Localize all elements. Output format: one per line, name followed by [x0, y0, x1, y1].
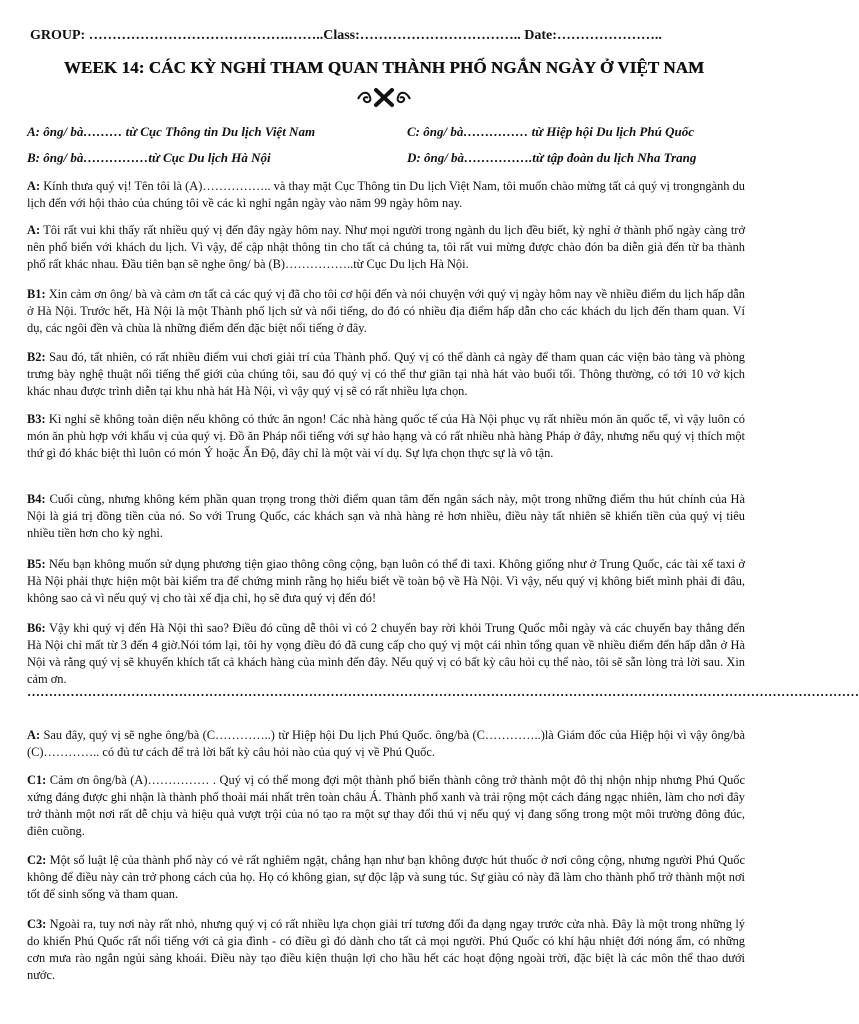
role-a: A: ông/ bà……… từ Cục Thông tin Du lịch Việt Nam: [27, 124, 316, 139]
paragraph-text: Kì nghỉ sẽ không toàn diện nếu không có thức ăn ngon! Các nhà hàng quốc tế của Hà Nội phục vụ rất nhiều món ăn quốc tế, vì vậy luôn có món ăn phù hợp với khẩu vị của quý vị. Đồ ăn Pháp nổi tiếng với sự hảo hạng và có rất nhiều nhà hàng Pháp ở đây, nhưng nếu quý vị thích một thứ gì đó khác biệt thì luôn có món Ý hoặc Ấn Độ, đây chỉ là một vài ví dụ. Sự lựa chọn thực sự là vô tận.: [27, 412, 745, 460]
role-c: C: ông/ bà…………… từ Hiệp hội Du lịch Phú Quốc: [407, 124, 694, 139]
paragraph-text: Xin cảm ơn ông/ bà và cảm ơn tất cả các quý vị đã cho tôi cơ hội đến và nói chuyện với quý vị ngày hôm nay về nhiều điểm du lịch hấp dẫn ở Hà Nội. Trước hết, Hà Nội là một Thành phố lịch sử và nổi tiếng, do đó có nhiều địa điểm hấp dẫn cho các khách du lịch đến tham quan. Ví dụ, các ngôi đền và chùa là những điểm đến đặc biệt nổi tiếng ở đây.: [27, 287, 745, 335]
paragraph-a-intro: [27, 178, 745, 212]
paragraph-text: Nếu bạn không muốn sử dụng phương tiện giao thông công cộng, bạn luôn có thể đi taxi. Không giống như ở Trung Quốc, các tài xế taxi ở Hà Nội phải thực hiện một bài kiểm tra để chứng minh rằng họ hiểu biết về toàn bộ về Hà Nội. Vì vậy, nếu quý vị không biết mình phải đi đâu, không sao cả vì nếu quý vị cho tài xế địa chỉ, họ sẽ đưa quý vị đến đó!: [27, 557, 745, 605]
paragraph-c1: [27, 772, 745, 840]
speaker-label: A:: [27, 223, 41, 237]
header-fill-in-line: GROUP: …………………………………….……..Class:…………………………….. Date:…………………..: [30, 28, 662, 43]
paragraph-text: Kính thưa quý vị! Tên tôi là (A)…………….. và thay mặt Cục Thông tin Du lịch Việt Nam, tôi muốn chào mừng tất cả quý vị trongngành du lịch đến với hội thảo của chúng tôi về các kì nghỉ ngắn ngày vào năm 99 ngày hôm nay.: [27, 179, 745, 210]
paragraph-text: Cảm ơn ông/bà (A)…………… . Quý vị có thể mong đợi một thành phố biển thành công trở thành một đô thị nhộn nhịp nhưng Phú Quốc xứng đáng được ghi nhận là thành phố thoải mái nhất trên toàn châu Á. Thành phố xanh và trải rộng một cách đáng ngạc nhiên, làm cho nơi đây trở thành một nơi rất dễ chịu và hiệu quả vượt trội của nó tạo ra một sự thay đổi thú vị nếu quý vị đang sống trong một môi trường đông đúc, điên cuồng.: [27, 773, 745, 838]
speaker-label: A:: [27, 179, 41, 193]
paragraph-text: Cuối cùng, nhưng không kém phần quan trọng trong thời điểm quan tâm đến ngân sách này, một trong những điểm thu hút chính của Hà Nội là giá trị đồng tiền của nó. So với Trung Quốc, các khách sạn và nhà hàng rẻ hơn nhiều, điều này tất nhiên sẽ khiến tiền của quý vị tiêu nhiều tiền hơn cho kỳ nghỉ.: [27, 492, 745, 540]
speaker-label: A:: [27, 728, 41, 742]
paragraph-a-transition: [27, 727, 745, 761]
paragraph-c3: [27, 916, 745, 984]
speaker-label: B3:: [27, 412, 46, 426]
paragraph-b6: [27, 620, 745, 688]
paragraph-text: Sau đây, quý vị sẽ nghe ông/bà (C…………..) từ Hiệp hội Du lịch Phú Quốc. ông/bà (C…………..)là Giám đốc của Hiệp hội vì vậy ông/bà (C)………….. có đủ tư cách để trả lời bất kỳ câu hỏi nào của quý vị về Phú Quốc.: [27, 728, 745, 759]
paragraph-b2: [27, 349, 745, 400]
speaker-label: B5:: [27, 557, 46, 571]
paragraph-b3: [27, 411, 745, 462]
paragraph-b4: [27, 491, 745, 542]
paragraph-a-welcome: [27, 222, 745, 273]
paragraph-b1: [27, 286, 745, 337]
paragraph-text: Sau đó, tất nhiên, có rất nhiều điểm vui chơi giải trí của Thành phố. Quý vị có thể dành cả ngày để tham quan các viện bảo tàng và phòng trưng bày nghệ thuật nổi tiếng thế giới của chúng tôi, sau đó quý vị có thể thư giãn tại nhà hát vào buổi tối. Thông thường, có tới 10 vở kịch khác nhau được trình diễn tại khu nhà hát Hà Nội, vì vậy quý vị sẽ có rất nhiều lựa chọn.: [27, 350, 745, 398]
paragraph-text: Một số luật lệ của thành phố này có vẻ rất nghiêm ngặt, chẳng hạn như bạn không được hút thuốc ở nơi công cộng, nhưng người Phú Quốc không để điều này cản trở phong cách của họ. Họ có không gian, sự độc lập và sung túc. Sự giàu có này đã làm cho thành phố trở thành một nơi tốt để sinh sống và tham quan.: [27, 853, 745, 901]
section-divider: …………………………………………………………………………………………………………………………………………………………………………: [27, 684, 859, 699]
speaker-label: C2:: [27, 853, 47, 867]
page-title: WEEK 14: CÁC KỲ NGHỈ THAM QUAN THÀNH PHỐ NGẮN NGÀY Ở VIỆT NAM: [63, 58, 705, 77]
paragraph-c2: [27, 852, 745, 903]
speaker-label: B2:: [27, 350, 46, 364]
speaker-label: B4:: [27, 492, 46, 506]
paragraph-b5: [27, 556, 745, 607]
speaker-label: C1:: [27, 773, 47, 787]
role-b: B: ông/ bà……………từ Cục Du lịch Hà Nội: [27, 150, 271, 165]
speaker-label: C3:: [27, 917, 47, 931]
speaker-label: B1:: [27, 287, 46, 301]
paragraph-text: Ngoài ra, tuy nơi này rất nhỏ, nhưng quý vị có rất nhiều lựa chọn giải trí tương đối đa dạng ngay trước cửa nhà. Đây là một trong những lý do khiến Phú Quốc rất nổi tiếng với cả gia đình - có điều gì đó dành cho tất cả mọi người. Phú Quốc có khí hậu nhiệt đới nóng ẩm, có những cơn mưa rào ngắn ngủi sảng khoái. Điều này tạo điều kiện thuận lợi cho hầu hết các hoạt động ngoài trời, đặc biệt là các môn thể thao dưới nước.: [27, 917, 745, 982]
paragraph-text: Vậy khi quý vị đến Hà Nội thì sao? Điều đó cũng dễ thôi vì có 2 chuyến bay rời khỏi Trung Quốc mỗi ngày và các chuyến bay thẳng đến Hà Nội chỉ mất từ 3 đến 4 giờ.Nói tóm lại, tôi hy vọng điều đó đã cung cấp cho quý vị một cái nhìn tổng quan về nhiều điểm đến hấp dẫn ở Hà Nội và rằng quý vị sẽ khuyến khích tất cả khách hàng của mình đến đây. Nếu quý vị có bất kỳ câu hỏi cụ thể nào, tôi sẽ sẵn lòng trả lời sau. Xin cảm ơn.: [27, 621, 745, 686]
paragraph-text: Tôi rất vui khi thấy rất nhiều quý vị đến đây ngày hôm nay. Như mọi người trong ngành du lịch đều biết, kỳ nghỉ ở thành phố ngày càng trở nên phổ biến với khách du lịch. Vì vậy, để cập nhật thông tin cho tất cả chúng ta, tôi rất vui mừng được chào đón ba diễn giả đến từ ba thành phố rất khác nhau. Đầu tiên bạn sẽ nghe ông/ bà (B)……………..từ Cục Du lịch Hà Nội.: [27, 223, 745, 271]
decorative-ornament-icon: [354, 86, 414, 108]
role-d: D: ông/ bà…………….từ tập đoàn du lịch Nha Trang: [407, 150, 697, 165]
speaker-label: B6:: [27, 621, 46, 635]
